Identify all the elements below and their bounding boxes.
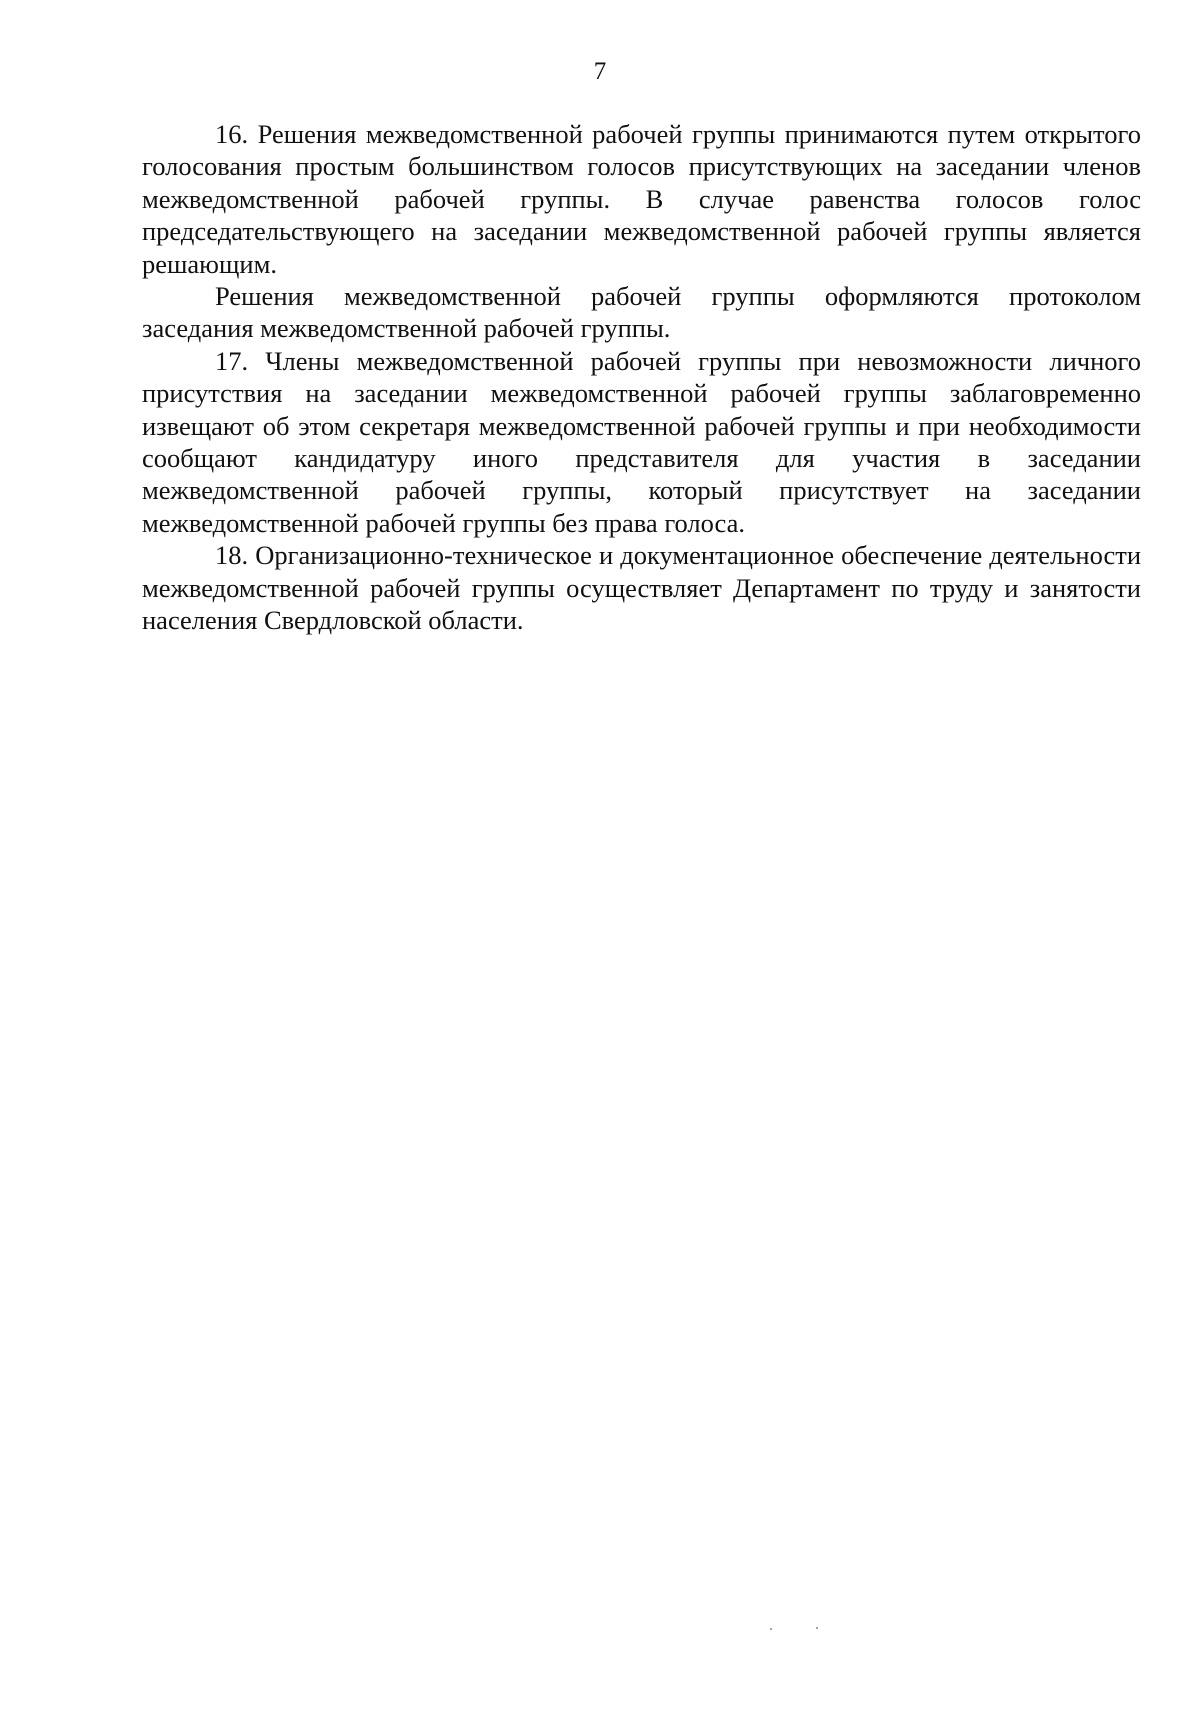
document-body bbox=[142, 118, 1141, 637]
paragraph-17: 17. Члены межведомственной рабочей группы при невозможности личного присутствия на заседании межведомственной рабочей группы заблаговременно извещают об этом секретаря межведомственной рабочей группы и при необходимости сообщают кандидатуру иного представителя для участия в заседании межведомственной рабочей группы, который присутствует на заседании межведомственной рабочей группы без права голоса. bbox=[142, 345, 1141, 538]
scan-speck bbox=[816, 1627, 818, 1629]
page-number: 7 bbox=[593, 58, 607, 85]
paragraph-18: 18. Организационно-техническое и документационное обеспечение деятельности межведомственной рабочей группы осуществляет Департамент по труду и занятости населения Свердловской области. bbox=[142, 540, 1141, 636]
scan-specks bbox=[770, 1627, 840, 1631]
scan-speck bbox=[770, 1628, 772, 1630]
paragraph-16-protocol: Решения межведомственной рабочей группы оформляются протоколом заседания межведомственной рабочей группы. bbox=[142, 281, 1141, 344]
paragraph-16: 16. Решения межведомственной рабочей группы принимаются путем открытого голосования простым большинством голосов присутствующих на заседании членов межведомственной рабочей группы. В случае равенства голосов голос председательствующего на заседании межведомственной рабочей группы является решающим. bbox=[142, 119, 1141, 279]
